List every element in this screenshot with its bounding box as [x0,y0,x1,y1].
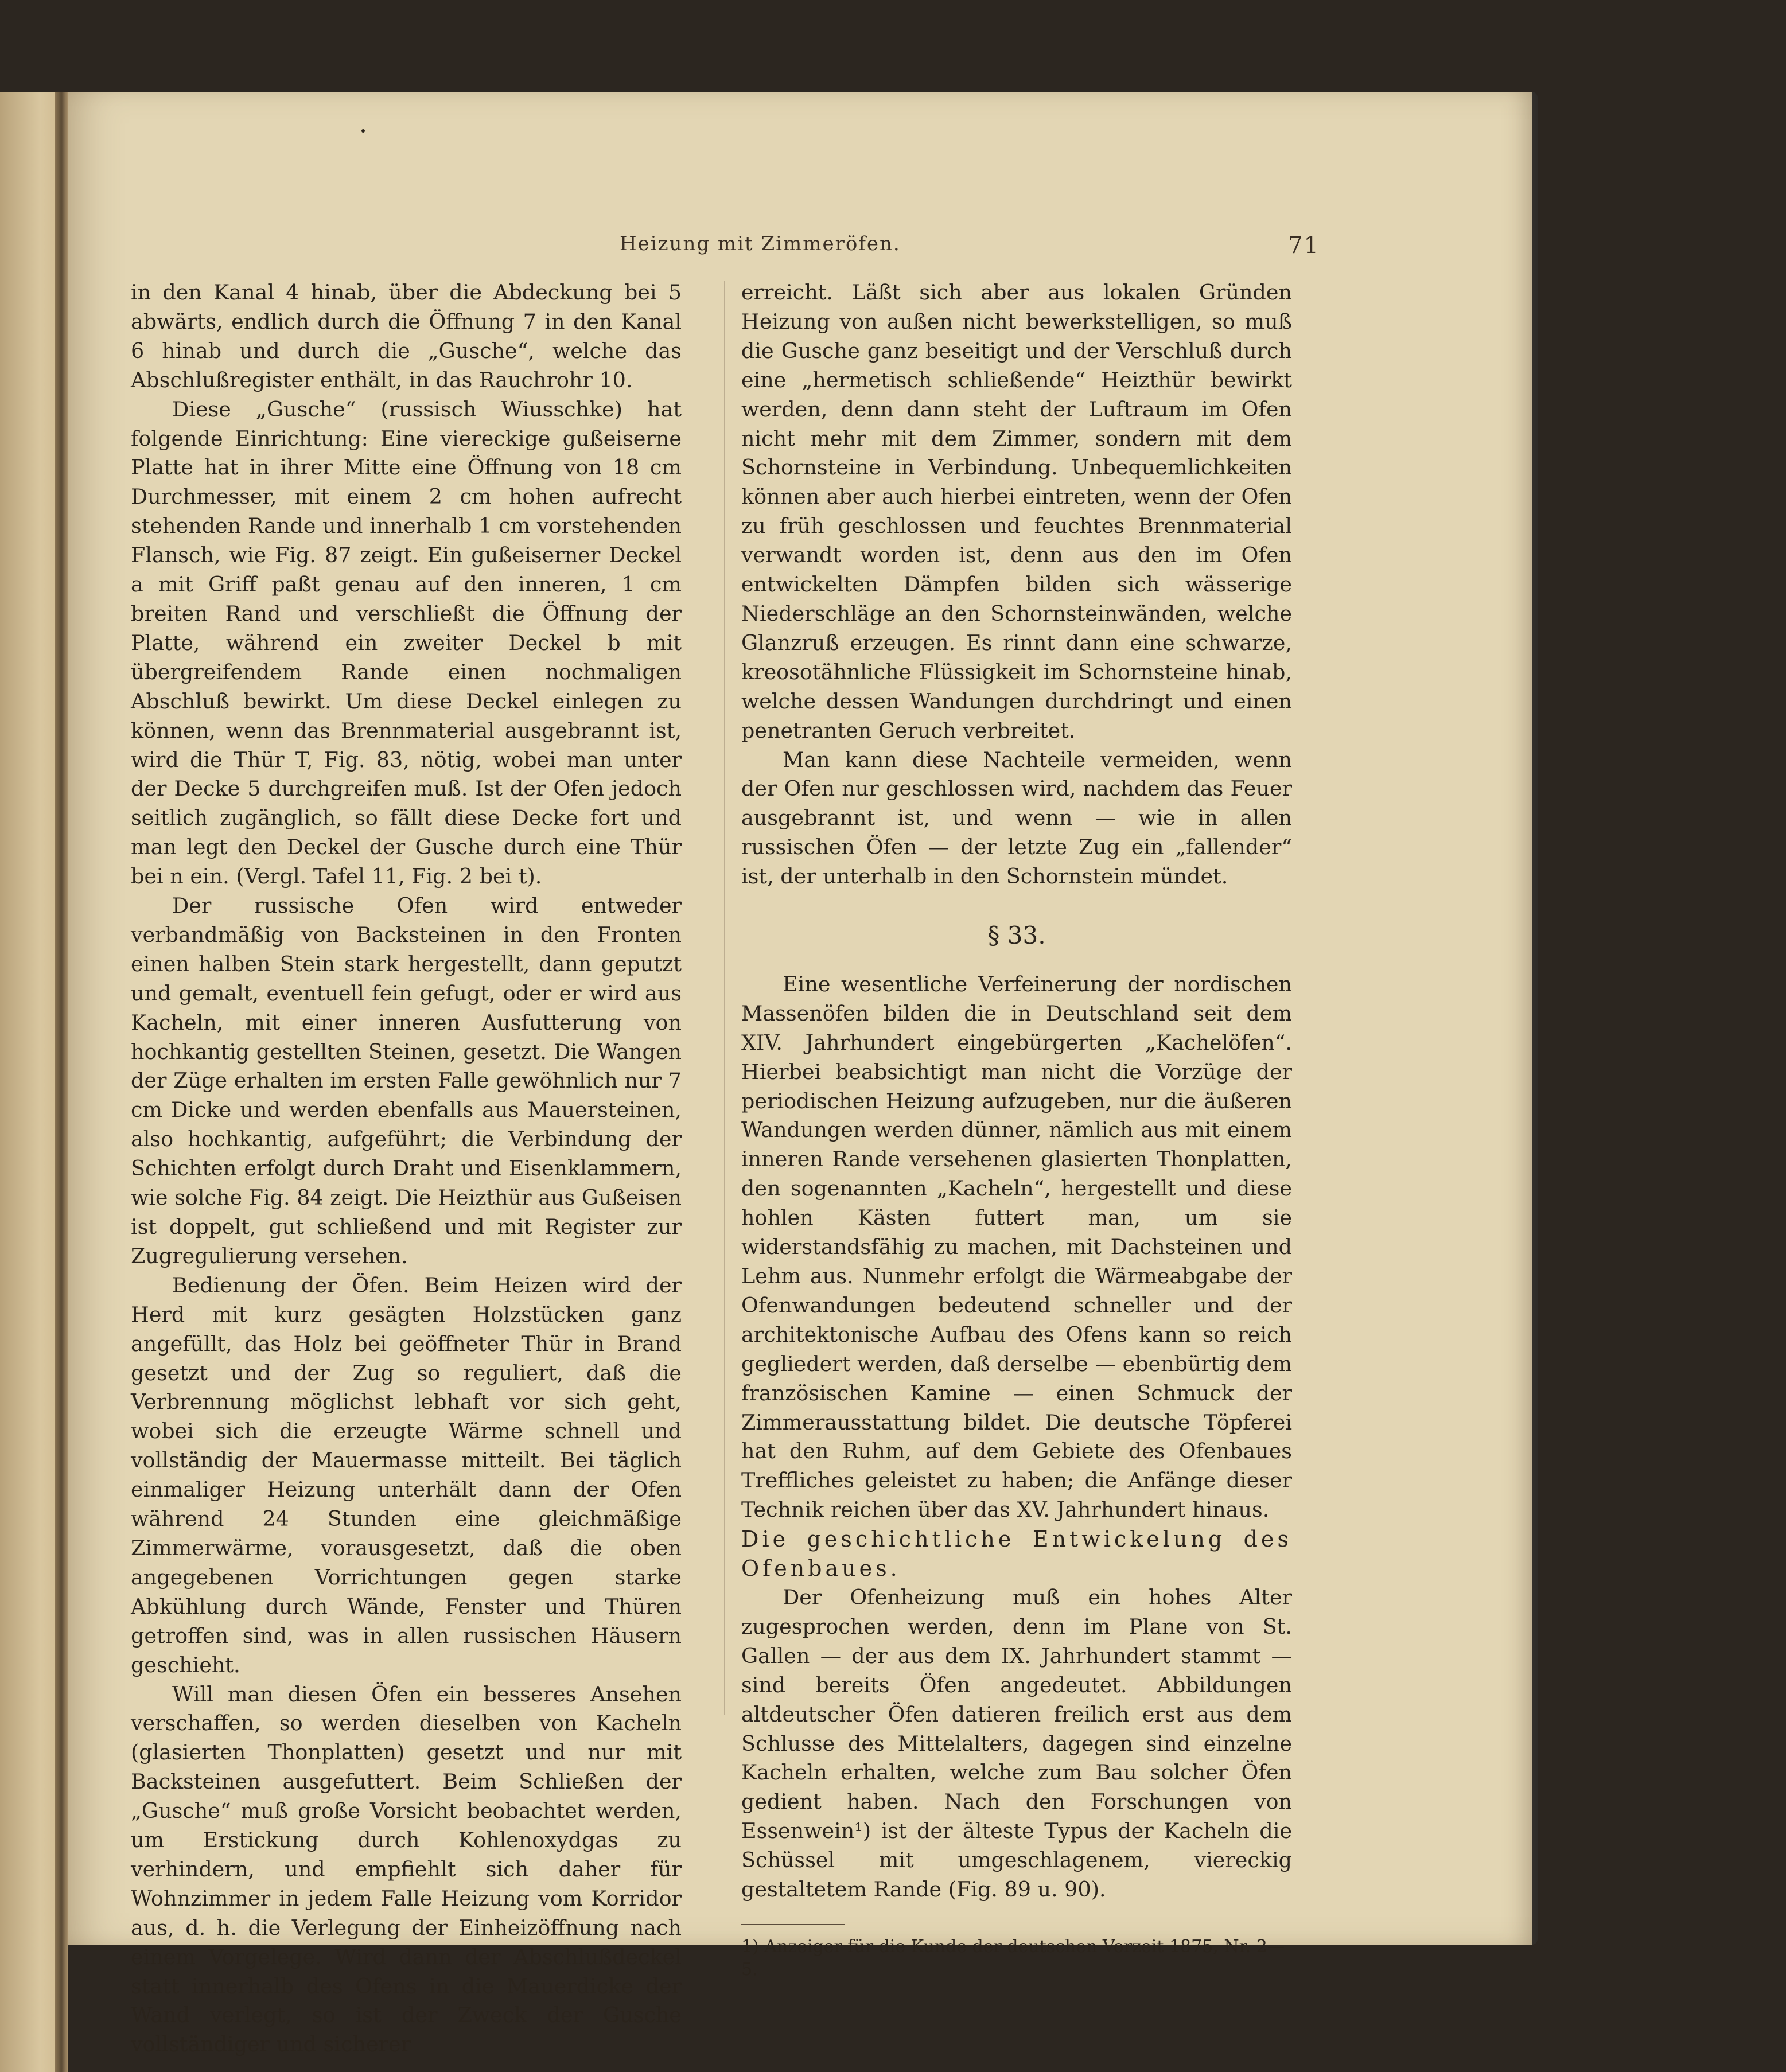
paragraph: Der Ofenheizung muß ein hohes Alter zugesprochen werden, denn im Plane von St. Gallen — der aus dem IX. Jahrhundert stammt — sind bereits Öfen angedeutet. Abbildungen altdeutscher Öfen datieren freilich erst aus dem Schlusse des Mittelalters, dagegen sind einzelne Kacheln erhalten, welche zum Bau solcher Öfen gedient haben. Nach den Forschungen von Essenwein¹) ist der älteste Typus der Kacheln die Schüssel mit umgeschlagenem, viereckig gestaltetem Rande (Fig. 89 u. 90). [741,1584,1292,1902]
column-rule [724,281,725,1715]
page-header [0,232,1786,261]
paragraph: Der russische Ofen wird entweder verbandmäßig von Backsteinen in den Fronten einen halben Stein stark hergestellt, dann geputzt und gemalt, eventuell fein gefugt, oder er wird aus Kacheln, mit einer inneren Ausfutterung von hochkantig gestellten Steinen, gesetzt. Die Wangen der Züge erhalten im ersten Falle gewöhnlich nur 7 cm Dicke und werden ebenfalls aus Mauersteinen, also hochkantig, aufgeführt; die Verbindung der Schichten erfolgt durch Draht und Eisenklammern, wie solche Fig. 84 zeigt. Die Heizthür aus Gußeisen ist doppelt, gut schließend und mit Register zur Zugregulierung versehen. [131,893,682,1268]
paragraph: Man kann diese Nachteile vermeiden, wenn der Ofen nur geschlossen wird, nachdem das Feuer ausgebrannt ist, und wenn — wie in allen russischen Öfen — der letzte Zug ein „fallender“ ist, der unterhalb in den Schornstein mündet. [741,747,1292,889]
section-number: § 33. [987,921,1046,950]
footnote-rule [741,1924,845,1925]
paragraph: Bedienung der Öfen. Beim Heizen wird der Herd mit kurz gesägten Holzstücken ganz angefüllt, das Holz bei geöffneter Thür in Brand gesetzt und der Zug so reguliert, daß die Verbrennung möglichst lebhaft vor sich geht, wobei sich die erzeugte Wärme schnell und vollständig der Mauermasse mitteilt. Bei täglich einmaliger Heizung unterhält dann der Ofen während 24 Stunden eine gleichmäßige Zimmerwärme, vorausgesetzt, daß die oben angegebenen Vorrichtungen gegen starke Abkühlung durch Wände, Fenster und Thüren getroffen sind, was in allen russischen Häusern geschieht. [131,1272,682,1677]
running-title: Heizung mit Zimmeröfen. [620,232,901,255]
page-number: 71 [1288,232,1320,259]
book-gutter [55,92,68,2072]
paragraph: in den Kanal 4 hinab, über die Abdeckung bei 5 abwärts, endlich durch die Öffnung 7 in den Kanal 6 hinab und durch die „Gusche“, welche das Abschlußregister enthält, in das Rauchrohr 10. [131,280,682,392]
footnote: 1) Anzeiger für die Kunde der deutschen Vorzeit 1875, Nr. 2—5. [741,1936,1285,1980]
paragraph: Will man diesen Öfen ein besseres Ansehen verschaffen, so werden dieselben von Kacheln (glasierten Thonplatten) gesetzt und nur mit Backsteinen ausgefuttert. Beim Schließen der „Gusche“ muß große Vorsicht beobachtet werden, um Erstickung durch Kohlenoxydgas zu verhindern, und empfiehlt sich daher für Wohnzimmer in jedem Falle Heizung vom Korridor aus, d. h. die Verlegung der Einheizöffnung nach einem Vorgelege. Wird dann der Abschlußdeckel statt innerhalb des Ofens in die Mauerdicke der Wand verlegt, so ist der Zweck der Gusche vollständiger und sicherer [131,1681,682,2057]
paragraph: Diese „Gusche“ (russisch Wiusschke) hat folgende Einrichtung: Eine viereckige gußeiserne Platte hat in ihrer Mitte eine Öffnung von 18 cm Durchmesser, mit einem 2 cm hohen aufrecht stehenden Rande und innerhalb 1 cm vorstehenden Flansch, wie Fig. 87 zeigt. Ein gußeiserner Deckel a mit Griff paßt genau auf den inneren, 1 cm breiten Rand und verschließt die Öffnung der Platte, während ein zweiter Deckel b mit übergreifendem Rande einen nochmaligen Abschluß bewirkt. Um diese Deckel einlegen zu können, wenn das Brennmaterial ausgebrannt ist, wird die Thür T, Fig. 83, nötig, wobei man unter der Decke 5 durchgreifen muß. Ist der Ofen jedoch seitlich zugänglich, so fällt diese Decke fort und man legt den Deckel der Gusche durch eine Thür bei n ein. (Vergl. Tafel 11, Fig. 2 bei t). [131,396,682,889]
paragraph: Eine wesentliche Verfeinerung der nordischen Massenöfen bilden die in Deutschland seit dem XIV. Jahrhundert eingebürgerten „Kachelöfen“. Hierbei beabsichtigt man nicht die Vorzüge der periodischen Heizung aufzugeben, nur die äußeren Wandungen werden dünner, nämlich aus mit einem inneren Rande versehenen glasierten Thonplatten, den sogenannten „Kacheln“, hergestellt und diese hohlen Kästen futtert man, um sie widerstandsfähig zu machen, mit Dachsteinen und Lehm aus. Nunmehr erfolgt die Wärmeabgabe der Ofenwandungen bedeutend schneller und der architektonische Aufbau des Ofens kann so reich gegliedert werden, daß derselbe — ebenbürtig dem französischen Kamine — einen Schmuck der Zimmerausstattung bildet. Die deutsche Töpferei hat den Ruhm, auf dem Gebiete des Ofenbaues Treffliches geleistet zu haben; die Anfänge dieser Technik reichen über das XV. Jahrhundert hinaus. [741,971,1292,1522]
section-heading: Die geschichtliche Entwickelung des Ofenbaues. [741,1526,1292,1582]
paragraph: erreicht. Läßt sich aber aus lokalen Gründen Heizung von außen nicht bewerkstelligen, so muß die Gusche ganz beseitigt und der Verschluß durch eine „hermetisch schließende“ Heizthür bewirkt werden, denn dann steht der Luftraum im Ofen nicht mehr mit dem Zimmer, sondern mit dem Schornsteine in Verbindung. Unbequemlichkeiten können aber auch hierbei eintreten, wenn der Ofen zu früh geschlossen und feuchtes Brennmaterial verwandt worden ist, denn aus den im Ofen entwickelten Dämpfen bilden sich wässerige Niederschläge an den Schornsteinwänden, welche Glanzruß erzeugen. Es rinnt dann eine schwarze, kreosotähnliche Flüssigkeit im Schornsteine hinab, welche dessen Wandungen durchdringt und einen penetranten Geruch verbreitet. [741,280,1292,743]
right-column [741,278,1292,1981]
left-column [131,278,682,2059]
ink-speck [361,129,365,133]
